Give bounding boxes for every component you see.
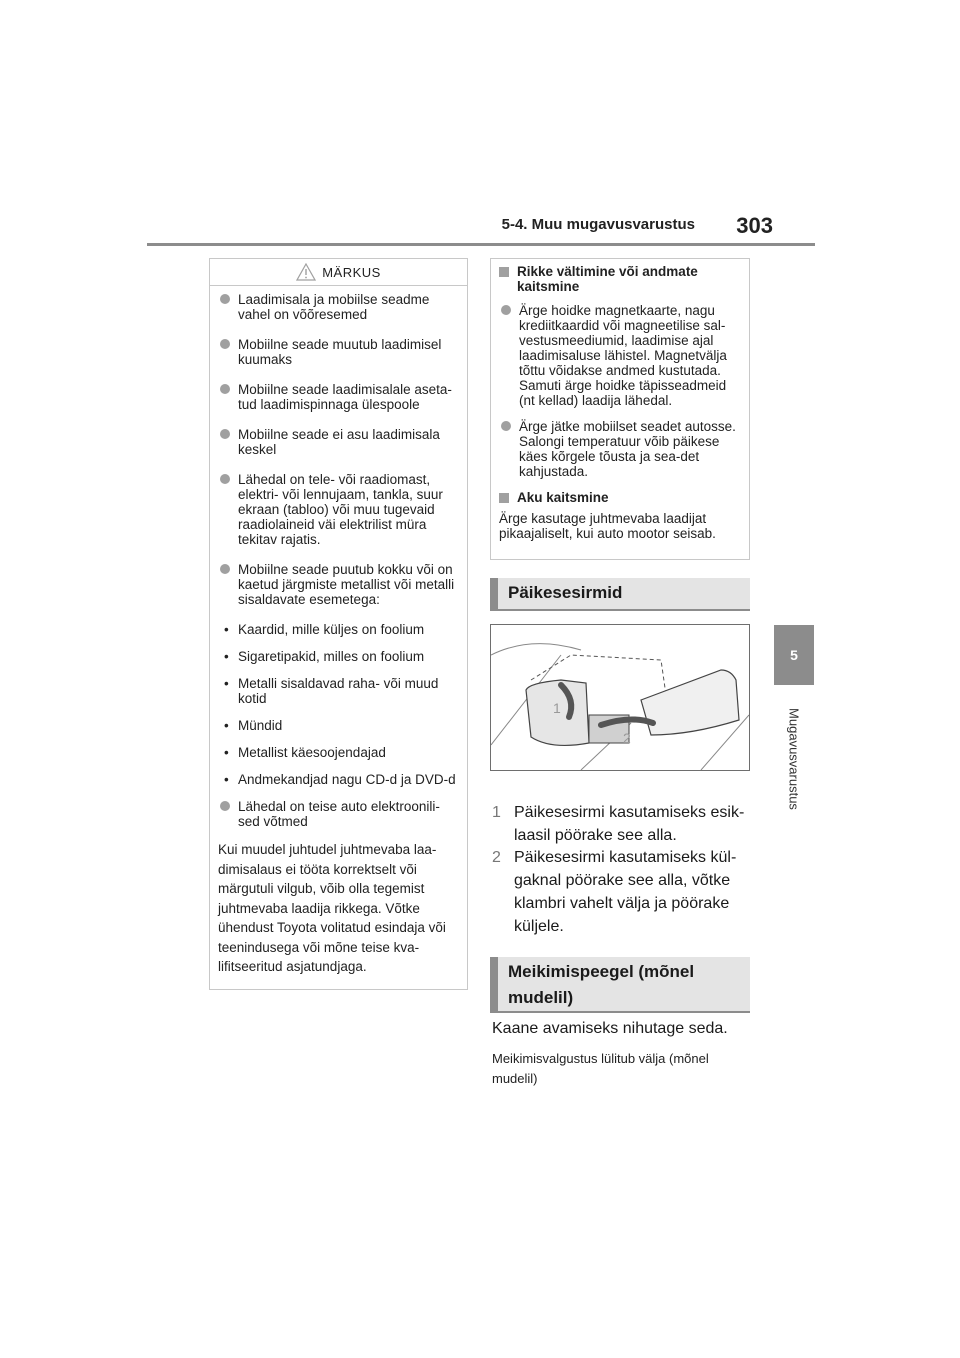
section-heading-vanity-mirror: Meikimispeegel (mõnel mudelil) <box>490 957 750 1013</box>
bullet-dot-icon <box>501 421 511 431</box>
notice-sub-item: • Metalli sisaldavad raha- või muud kotid <box>224 676 439 706</box>
chapter-label-text: Mugavusvarustus <box>786 708 802 810</box>
notice-sub-item: • Mündid <box>224 718 283 733</box>
bullet-dot-icon <box>220 801 230 811</box>
bullet-dot-icon <box>220 474 230 484</box>
info-bullet: Ärge hoidke magnetkaarte, nagu krediitkaardid või magneetilise sal-vestusmeediumid, laadimise ajal laadimisaluse lähistel. Magnetvälja tõttu võidakse andmed kustutada. Samuti ärge hoidke täpisseadmeid (nt kellad) laadija lähedal. <box>499 303 739 408</box>
notice-title: MÄRKUS <box>322 264 381 280</box>
figure-label: 1 <box>553 700 561 716</box>
step-item <box>492 801 750 847</box>
notice-bullet: Lähedal on tele- või raadiomast, elektri- või lennujaam, tankla, suur ekraan (tabloo) või muu tugevaid raadiolaineid väi elektrilist müra tekitav rajatis. <box>218 472 457 547</box>
info-box <box>490 258 750 560</box>
info-heading: Aku kaitsmine <box>499 490 739 505</box>
notice-paragraph: Kui muudel juhtudel juhtmevaba laa-dimisalaus ei tööta korrektselt või märgutuli vilgub, võib olla tegemist juhtmevaba laadija rikkega. Võtke ühendust Toyota volitatud esindaja või teenindusega või mõne teise kva-lifitseeritud asjatundjaga. <box>218 842 446 974</box>
notice-box <box>209 258 468 990</box>
bullet-dot-icon <box>220 339 230 349</box>
chapter-side-label <box>772 694 816 824</box>
notice-sub-item: • Sigaretipakid, milles on foolium <box>224 649 425 664</box>
step-number: 2 <box>492 849 501 866</box>
page-header <box>147 0 815 246</box>
sun-visor-illustration <box>490 624 750 771</box>
figure-label: 2 <box>623 730 631 746</box>
notice-bullet: Lähedal on teise auto elektroonili-sed võtmed <box>218 799 457 829</box>
bullet-dot-icon <box>220 384 230 394</box>
warning-triangle-icon <box>296 263 316 281</box>
notice-sub-item: • Metallist käesoojendajad <box>224 745 386 760</box>
bullet-dot-icon <box>501 305 511 315</box>
info-paragraph: Ärge kasutage juhtmevaba laadijat pikaajaliselt, kui auto mootor seisab. <box>499 511 716 541</box>
notice-bullet: Mobiilne seade muutub laadimisel kuumaks <box>218 337 457 367</box>
square-bullet-icon <box>499 493 509 503</box>
step-text: Päikesesirmi kasutamiseks kül-gaknal pöörake see alla, võtke klambri vahelt välja ja pöörake küljele. <box>514 849 737 935</box>
notice-sub-item: • Kaardid, mille küljes on foolium <box>224 622 425 637</box>
section-heading-sun-visors: Päikesesirmid <box>490 578 750 611</box>
sun-visor-drawing <box>491 625 749 770</box>
vanity-note-text: Meikimisvalgustus lülitub välja (mõnel mudelil) <box>492 1051 709 1086</box>
vanity-body-text: Kaane avamiseks nihutage seda. <box>492 1020 728 1037</box>
bullet-dot-icon <box>220 429 230 439</box>
notice-bullet: Laadimisala ja mobiilse seadme vahel on võõresemed <box>218 292 457 322</box>
step-number: 1 <box>492 804 501 821</box>
step-text: Päikesesirmi kasutamiseks esik-laasil pöörake see alla. <box>514 804 745 844</box>
bullet-dot-icon <box>220 564 230 574</box>
step-item <box>492 846 750 938</box>
info-bullet: Ärge jätke mobiilset seadet autosse. Salongi temperatuur võib päikese käes kõrgele tõusta ja sea-det kahjustada. <box>499 419 739 479</box>
bullet-dot-icon <box>220 294 230 304</box>
notice-sub-item: • Andmekandjad nagu CD-d ja DVD-d <box>224 772 456 787</box>
notice-bullet: Mobiilne seade puutub kokku või on kaetud järgmiste metallist või metalli sisaldavate esemetega: <box>218 562 457 607</box>
chapter-tab: 5 <box>774 625 814 685</box>
section-title: 5-4. Muu mugavusvarustus <box>501 216 695 233</box>
square-bullet-icon <box>499 267 509 277</box>
notice-header <box>210 259 467 286</box>
page-number: 303 <box>736 213 773 238</box>
notice-bullet: Mobiilne seade ei asu laadimisala keskel <box>218 427 457 457</box>
info-heading: Rikke vältimine või andmate kaitsmine <box>499 264 739 294</box>
notice-bullet: Mobiilne seade laadimisalale aseta-tud laadimispinnaga ülespoole <box>218 382 457 412</box>
